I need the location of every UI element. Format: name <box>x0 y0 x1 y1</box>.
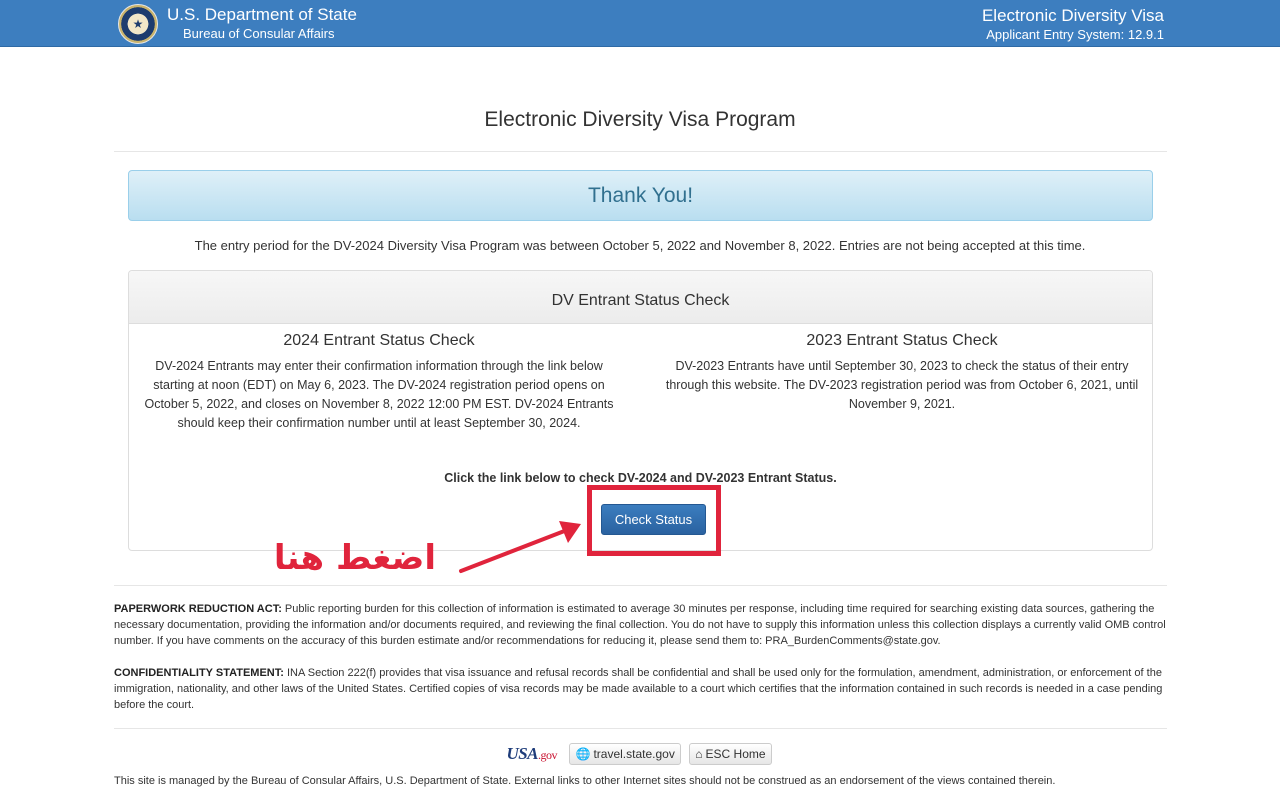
annotation-arrow-icon <box>455 515 585 577</box>
bureau-subtitle: Bureau of Consular Affairs <box>183 26 335 41</box>
system-title: Electronic Diversity Visa <box>981 6 1164 25</box>
paperwork-reduction-act <box>114 601 1167 649</box>
status-2023-text: DV-2023 Entrants have until September 30, 2023 to check the status of their entry through this website. The DV-2023 registration period was from October 6, 2021, until November 9, 2021. <box>665 359 1139 411</box>
status-2024-column <box>139 331 619 433</box>
confidentiality-text: INA Section 222(f) provides that visa issuance and refusal records shall be confidential and shall be used only for the formulation, amendment, administration, or enforcement of the immigration, nationality, and other laws of the United States. Certified copies of visa records may be made available to a court which certifies that the information contained in such records is needed in a case pending before the court. <box>114 667 1163 711</box>
annotation-click-here-text: اضغط هنا <box>273 538 437 578</box>
divider <box>114 151 1167 152</box>
click-instruction: Click the link below to check DV-2024 and DV-2023 Entrant Status. <box>444 471 837 485</box>
panel-heading: DV Entrant Status Check <box>129 271 1152 324</box>
paperwork-text: Public reporting burden for this collection of information is estimated to average 30 minutes per response, including time required for searching existing data sources, gathering the necessary documentation, providing the information and/or documents required, and reviewing the final collection. You do not have to supply this information unless this collection displays a currently valid OMB control number. If you have comments on the accuracy of this burden estimate and/or recommendations for reducing it, please send them to: PRA_BurdenComments@state.gov. <box>114 603 1166 647</box>
esc-home-link[interactable] <box>689 743 771 765</box>
entry-period-notice: The entry period for the DV-2024 Diversity Visa Program was between October 5, 2022 and November 8, 2022. Entries are not being accepted at this time. <box>194 238 1086 253</box>
paperwork-label: PAPERWORK REDUCTION ACT: <box>114 603 282 615</box>
confidentiality-statement <box>114 665 1167 713</box>
top-banner <box>0 0 1280 47</box>
us-state-department-seal-icon <box>118 4 158 44</box>
status-2024-text: DV-2024 Entrants may enter their confirmation information through the link below starting at noon (EDT) on May 6, 2023. The DV-2024 registration period opens on October 5, 2022, and closes on November 8, 2022 12:00 PM EST. DV-2024 Entrants should keep their confirmation number until at least September 30, 2024. <box>144 359 614 430</box>
system-version: Applicant Entry System: 12.9.1 <box>986 27 1164 42</box>
usa-logo-gov: .gov <box>538 748 558 762</box>
status-2023-title: 2023 Entrant Status Check <box>806 332 998 349</box>
travel-state-gov-link[interactable] <box>569 743 680 765</box>
esc-home-label: ESC Home <box>705 747 766 761</box>
globe-icon: 🌐 <box>575 747 591 761</box>
confidentiality-label: CONFIDENTIALITY STATEMENT: <box>114 667 284 679</box>
thank-you-banner: Thank You! <box>128 170 1153 221</box>
annotation-highlight-box <box>587 485 721 556</box>
divider <box>114 585 1167 586</box>
site-management-note: This site is managed by the Bureau of Consular Affairs, U.S. Department of State. External links to other Internet sites should not be construed as an endorsement of the views contained therein. <box>114 775 1056 787</box>
status-2023-column <box>653 331 1151 414</box>
page-title: Electronic Diversity Visa Program <box>484 108 796 131</box>
check-status-button[interactable]: Check Status <box>601 504 706 535</box>
travel-link-label: travel.state.gov <box>593 747 675 761</box>
usa-logo-main: USA <box>506 744 539 763</box>
divider <box>114 728 1167 729</box>
usa-gov-logo[interactable] <box>506 744 557 764</box>
home-icon: ⌂ <box>695 747 703 761</box>
department-title: U.S. Department of State <box>167 5 357 24</box>
status-2024-title: 2024 Entrant Status Check <box>283 332 475 349</box>
footer-links <box>0 743 1280 767</box>
